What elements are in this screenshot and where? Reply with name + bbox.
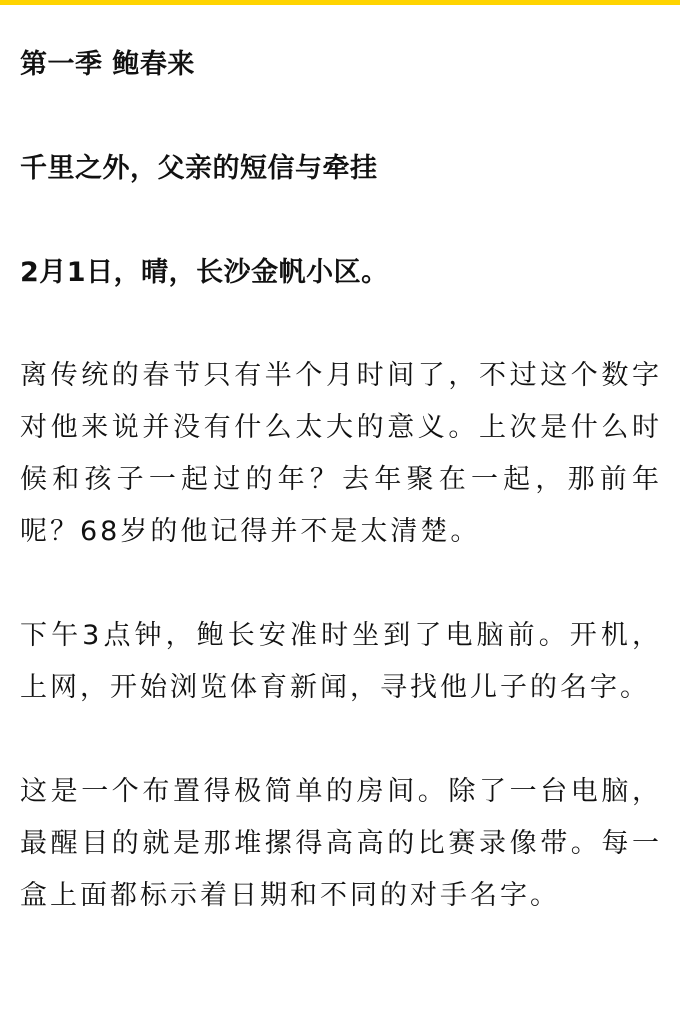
paragraph-1: 离传统的春节只有半个月时间了，不过这个数字对他来说并没有什么太大的意义。上次是什么时候和孩子一起过的年？去年聚在一起，那前年呢？68岁的他记得并不是太清楚。 xyxy=(20,360,662,547)
top-accent-bar xyxy=(0,0,680,5)
paragraph-2: 下午3点钟，鲍长安准时坐到了电脑前。开机，上网，开始浏览体育新闻，寻找他儿子的名字。 xyxy=(20,620,662,703)
article-body xyxy=(20,40,662,974)
season-title: 第一季 鲍春来 xyxy=(20,49,195,80)
date-line: 2月1日，晴，长沙金帆小区。 xyxy=(20,257,389,288)
paragraph-3: 这是一个布置得极简单的房间。除了一台电脑，最醒目的就是那堆摞得高高的比赛录像带。每一盒上面都标示着日期和不同的对手名字。 xyxy=(20,776,662,911)
chapter-title: 千里之外，父亲的短信与牵挂 xyxy=(20,153,378,184)
